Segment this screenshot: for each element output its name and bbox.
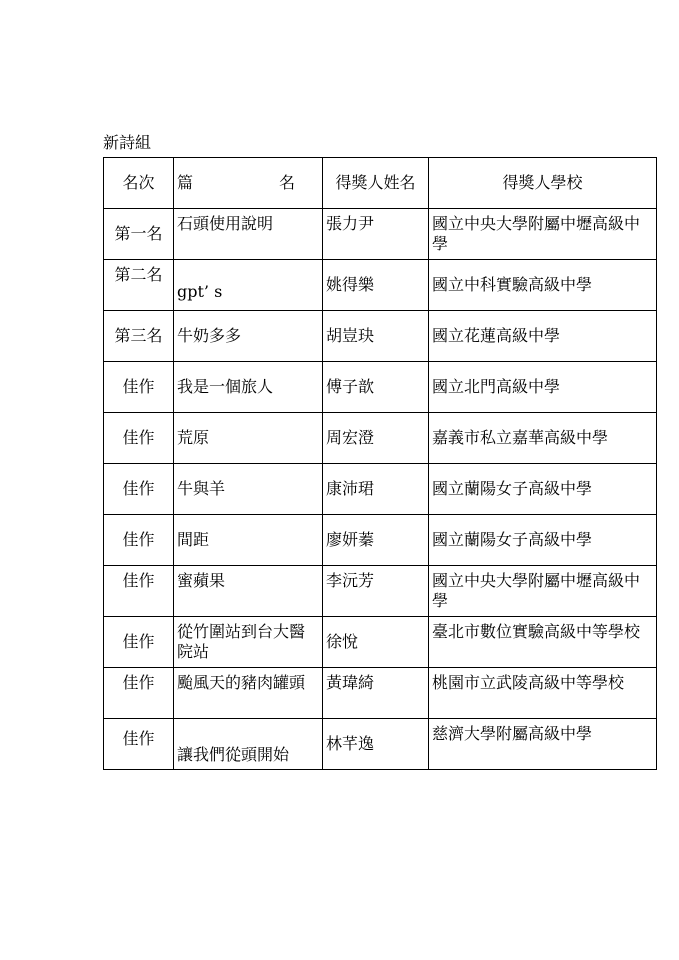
school-cell: 國立中央大學附屬中壢高級中學: [429, 566, 657, 617]
header-row: [104, 158, 657, 209]
rank-cell: 佳作: [104, 515, 174, 566]
title-cell: 荒原: [174, 413, 323, 464]
school-cell: 嘉義市私立嘉華高級中學: [429, 413, 657, 464]
table-row: [104, 311, 657, 362]
name-cell: 張力尹: [323, 209, 429, 260]
header-name: 得獎人姓名: [323, 158, 429, 209]
table-row: [104, 464, 657, 515]
rank-cell: 第二名: [104, 260, 174, 311]
title-cell: 牛與羊: [174, 464, 323, 515]
title-cell: 我是一個旅人: [174, 362, 323, 413]
title-cell: 牛奶多多: [174, 311, 323, 362]
school-cell: 國立北門高級中學: [429, 362, 657, 413]
school-cell: 國立中科實驗高級中學: [429, 260, 657, 311]
rank-cell: 佳作: [104, 719, 174, 770]
school-cell: 國立蘭陽女子高級中學: [429, 464, 657, 515]
rank-cell: 第三名: [104, 311, 174, 362]
school-cell: 慈濟大學附屬高級中學: [429, 719, 657, 770]
name-cell: 胡豈玦: [323, 311, 429, 362]
title-cell: 蜜蘋果: [174, 566, 323, 617]
rank-cell: 佳作: [104, 617, 174, 668]
title-cell: 石頭使用說明: [174, 209, 323, 260]
header-title-right: 名: [279, 173, 296, 192]
title-cell: 讓我們從頭開始: [174, 719, 323, 770]
table-row: [104, 413, 657, 464]
header-school: 得獎人學校: [429, 158, 657, 209]
name-cell: 黃瑋綺: [323, 668, 429, 719]
table-row: [104, 209, 657, 260]
rank-cell: 佳作: [104, 464, 174, 515]
table-row: [104, 668, 657, 719]
title-cell: gpt’ s: [174, 260, 323, 311]
rank-cell: 第一名: [104, 209, 174, 260]
name-cell: 廖妍蓁: [323, 515, 429, 566]
name-cell: 姚得樂: [323, 260, 429, 311]
name-cell: 傅子歆: [323, 362, 429, 413]
name-cell: 康沛珺: [323, 464, 429, 515]
school-cell: 桃園市立武陵高級中等學校: [429, 668, 657, 719]
section-title: 新詩組: [103, 133, 152, 152]
table-row: [104, 260, 657, 311]
school-cell: 國立蘭陽女子高級中學: [429, 515, 657, 566]
name-cell: 林芊逸: [323, 719, 429, 770]
table-row: [104, 362, 657, 413]
header-title-left: 篇: [177, 173, 194, 192]
title-cell: 間距: [174, 515, 323, 566]
title-cell: 颱風天的豬肉罐頭: [174, 668, 323, 719]
table-row: [104, 617, 657, 668]
name-cell: 周宏澄: [323, 413, 429, 464]
rank-cell: 佳作: [104, 566, 174, 617]
table-row: [104, 515, 657, 566]
rank-cell: 佳作: [104, 362, 174, 413]
table-row: [104, 566, 657, 617]
awards-table: [103, 157, 657, 770]
name-cell: 徐悅: [323, 617, 429, 668]
school-cell: 國立花蓮高級中學: [429, 311, 657, 362]
header-title: [174, 158, 323, 209]
header-rank: 名次: [104, 158, 174, 209]
school-cell: 臺北市數位實驗高級中等學校: [429, 617, 657, 668]
table-row: [104, 719, 657, 770]
school-cell: 國立中央大學附屬中壢高級中學: [429, 209, 657, 260]
name-cell: 李沅芳: [323, 566, 429, 617]
title-cell: 從竹圍站到台大醫院站: [174, 617, 323, 668]
rank-cell: 佳作: [104, 413, 174, 464]
rank-cell: 佳作: [104, 668, 174, 719]
